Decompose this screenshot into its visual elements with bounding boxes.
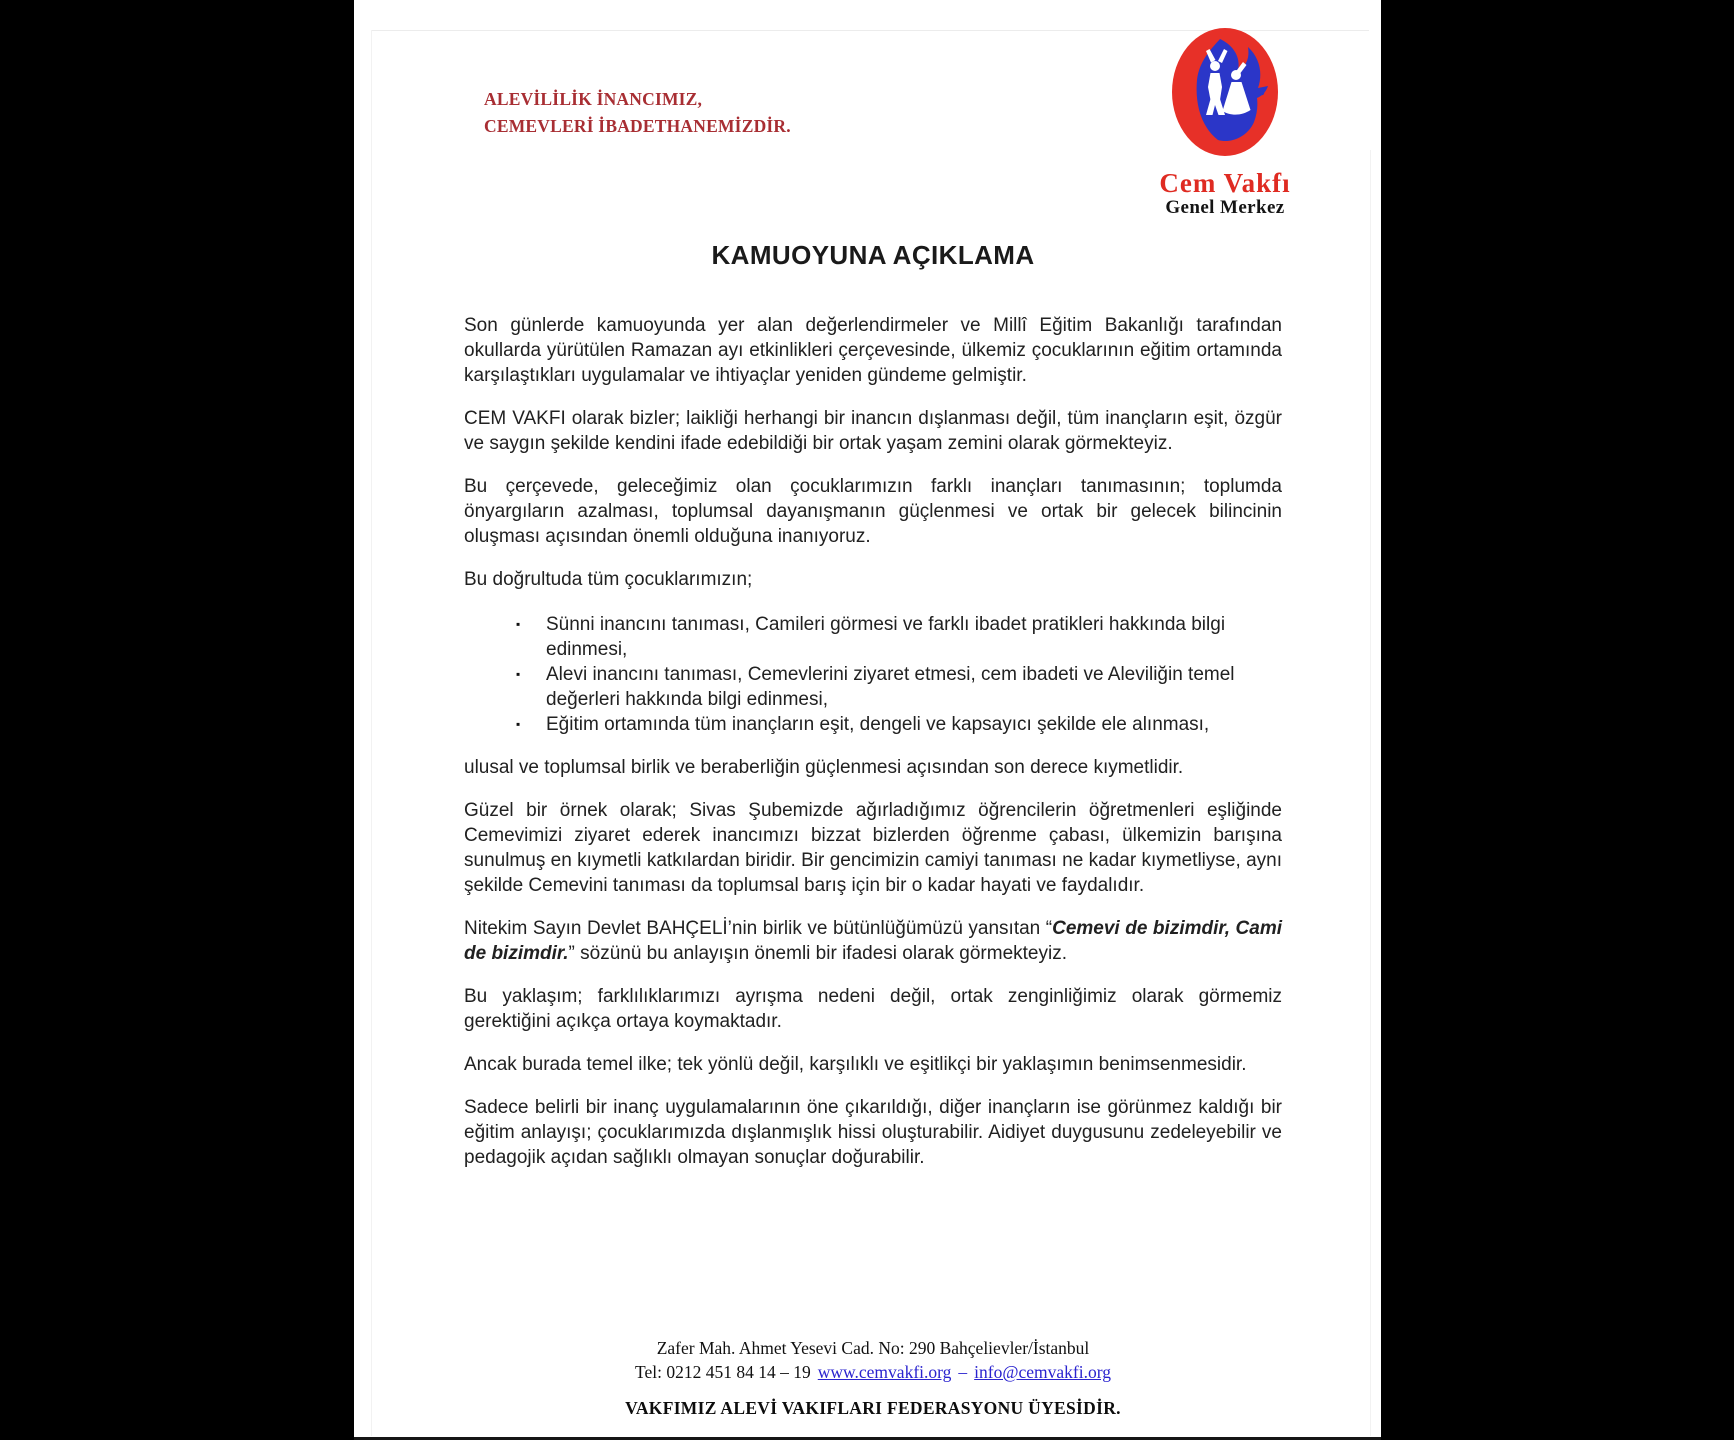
paragraph-7 (464, 916, 1282, 966)
list-item (464, 612, 1282, 662)
paragraph-1: Son günlerde kamuoyunda yer alan değerlendirmeler ve Millî Eğitim Bakanlığı tarafından okullarda yürütülen Ramazan ayı etkinlikleri çerçevesinde, ülkemiz çocuklarının eğitim ortamında karşılaştıkları uygulamalar ve ihtiyaçlar yeniden gündeme gelmiştir. (464, 315, 1282, 386)
list-item (464, 662, 1282, 712)
paragraph-8: Bu yaklaşım; farklılıklarımızı ayrışma nedeni değil, ortak zenginliğimiz olarak görmemiz gerektiğini açıkça ortaya koymaktadır. (464, 986, 1282, 1032)
slogan-line-2: CEMEVLERİ İBADETHANEMİZDİR. (484, 116, 791, 136)
bullet-item-text: Alevi inancını tanıması, Cemevlerini ziyaret etmesi, cem ibadeti ve Aleviliğin temel değerleri hakkında bilgi edinmesi, (546, 664, 1235, 710)
footer-address: Zafer Mah. Ahmet Yesevi Cad. No: 290 Bahçelievler/İstanbul (656, 1338, 1090, 1358)
bullet-item-text: Eğitim ortamında tüm inançların eşit, dengeli ve kapsayıcı şekilde ele alınması, (546, 714, 1210, 735)
page-edge-seam (371, 30, 372, 1436)
paragraph-2: CEM VAKFI olarak bizler; laikliği herhangi bir inancın dışlanması değil, tüm inançların eşit, özgür ve saygın şekilde kendini ifade edebildiği bir ortak yaşam zemini olarak görmekteyiz. (464, 408, 1282, 454)
bahceli-quote: Cemevi de bizimdir, Cami de bizimdir. (464, 918, 1282, 964)
logo-division-name: Genel Merkez (1165, 197, 1285, 218)
list-item (464, 712, 1282, 737)
bullet-list (464, 612, 1282, 737)
letter-page (354, 0, 1381, 1440)
bullet-square-icon: ▪ (516, 717, 521, 731)
link-separator: – (958, 1362, 968, 1382)
logo-org-name: Cem Vakfı (1159, 168, 1291, 198)
header-slogan (484, 86, 791, 140)
page-edge-seam (1370, 150, 1371, 1436)
website-link[interactable]: www.cemvakfi.org (817, 1362, 952, 1382)
document-title: KAMUOYUNA AÇIKLAMA (711, 240, 1035, 270)
quote-prefix: Nitekim Sayın Devlet BAHÇELİ’nin birlik ve bütünlüğümüzü yansıtan “ (464, 918, 1053, 939)
cem-vakfi-emblem-icon (1170, 26, 1280, 158)
quote-suffix: ” sözünü bu anlayışın önemli bir ifadesi olarak görmekteyiz. (568, 943, 1067, 964)
document-body (464, 313, 1282, 1188)
email-link[interactable]: info@cemvakfi.org (974, 1362, 1111, 1382)
cem-vakfi-logo (1139, 26, 1311, 218)
footer-contact-line (464, 1360, 1282, 1384)
footer-phone: Tel: 0212 451 84 14 – 19 (635, 1362, 811, 1382)
letter-footer (464, 1336, 1282, 1420)
bullet-item-text: Sünni inancını tanıması, Camileri görmesi ve farklı ibadet pratikleri hakkında bilgi edinmesi, (546, 614, 1226, 660)
paragraph-after-bullets: ulusal ve toplumsal birlik ve beraberliğin güçlenmesi açısından son derece kıymetlidir. (464, 757, 1184, 778)
paragraph-3: Bu çerçevede, geleceğimiz olan çocuklarımızın farklı inançları tanımasının; toplumda önyargıların azalması, toplumsal dayanışmanın güçlenmesi ve ortak bir gelecek bilincinin oluşması açısından önemli olduğuna inanıyoruz. (464, 476, 1282, 547)
footer-membership-note: VAKFIMIZ ALEVİ VAKIFLARI FEDERASYONU ÜYESİDİR. (625, 1398, 1121, 1418)
bullet-square-icon: ▪ (516, 667, 521, 681)
bullet-square-icon: ▪ (516, 617, 521, 631)
paragraph-lead-in: Bu doğrultuda tüm çocuklarımızın; (464, 569, 753, 590)
paragraph-10: Sadece belirli bir inanç uygulamalarının öne çıkarıldığı, diğer inançların ise görünmez kaldığı bir eğitim anlayışı; çocuklarımızda dışlanmışlık hissi oluşturabilir. Aidiyet duygusunu zedeleyebilir ve pedagojik açıdan sağlıklı olmayan sonuçlar doğurabilir. (464, 1097, 1282, 1168)
slogan-line-1: ALEVİLİLİK İNANCIMIZ, (484, 89, 703, 109)
paragraph-9: Ancak burada temel ilke; tek yönlü değil, karşılıklı ve eşitlikçi bir yaklaşımın benimsenmesidir. (464, 1054, 1247, 1075)
paragraph-6: Güzel bir örnek olarak; Sivas Şubemizde ağırladığımız öğrencilerin öğretmenleri eşliğinde Cemevimizi ziyaret ederek inancımızı bizzat bizlerden öğrenme çabası, ülkemizin barışına sunulmuş en kıymetli katkılardan biridir. Bir gencimizin camiyi tanıması ne kadar kıymetliyse, aynı şekilde Cemevini tanıması da toplumsal barış için bir o kadar hayati ve faydalıdır. (464, 800, 1282, 896)
